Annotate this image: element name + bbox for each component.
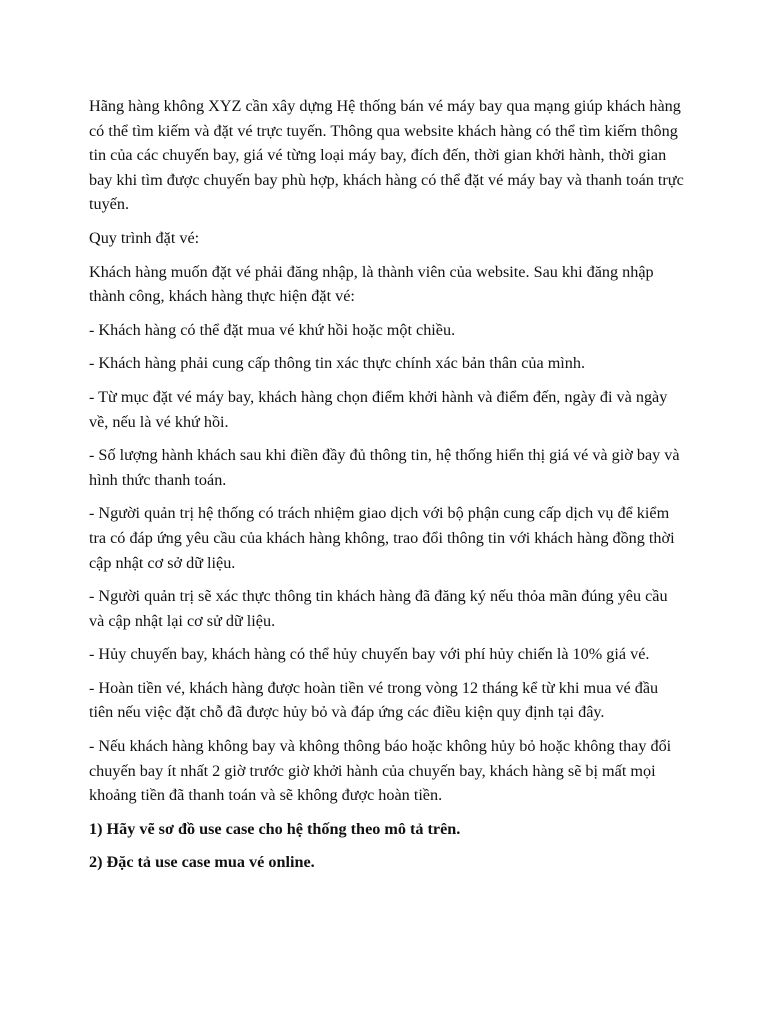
list-item-personal-info: - Khách hàng phải cung cấp thông tin xác thực chính xác bản thân của mình.: [89, 354, 586, 373]
process-heading: Quy trình đặt vé:: [89, 228, 200, 247]
list-item-cancel-flight: - Hủy chuyến bay, khách hàng có thể hủy chuyến bay với phí hủy chiến là 10% giá vé.: [89, 645, 650, 664]
list-item-select-route: - Từ mục đặt vé máy bay, khách hàng chọn điểm khởi hành và điểm đến, ngày đi và ngày về, nếu là vé khứ hồi.: [89, 387, 668, 431]
list-item-admin-verify: - Người quản trị sẽ xác thực thông tin khách hàng đã đăng ký nếu thỏa mãn đúng yêu cầu và cập nhật lại cơ sử dữ liệu.: [89, 587, 668, 630]
list-item-round-trip: - Khách hàng có thể đặt mua vé khứ hồi hoặc một chiều.: [89, 320, 456, 339]
list-item-no-show: - Nếu khách hàng không bay và không thông báo hoặc không hủy bỏ hoặc không thay đổi chuyến bay ít nhất 2 giờ trước giờ khởi hành của chuyến bay, khách hàng sẽ bị mất mọi khoảng tiền đã thanh toán và sẽ không được hoàn tiền.: [89, 737, 672, 805]
list-item-admin-transactions: - Người quản trị hệ thống có trách nhiệm giao dịch với bộ phận cung cấp dịch vụ để kiểm tra có đáp ứng yêu cầu của khách hàng không, trao đổi thông tin với khách hàng đồng thời cập nhật cơ sở dữ liệu.: [89, 504, 675, 572]
intro-paragraph: Hãng hàng không XYZ cần xây dựng Hệ thống bán vé máy bay qua mạng giúp khách hàng có thể tìm kiếm và đặt vé trực tuyến. Thông qua website khách hàng có thể tìm kiếm thông tin của các chuyến bay, giá vé từng loại máy bay, đích đến, thời gian khởi hành, thời gian bay khi tìm được chuyến bay phù hợp, khách hàng có thể đặt vé máy bay và thanh toán trực tuyến.: [89, 97, 684, 214]
question-2: 2) Đặc tả use case mua vé online.: [89, 853, 315, 872]
login-paragraph: Khách hàng muốn đặt vé phải đăng nhập, là thành viên của website. Sau khi đăng nhập thành công, khách hàng thực hiện đặt vé:: [89, 262, 654, 306]
list-item-refund: - Hoàn tiền vé, khách hàng được hoàn tiền vé trong vòng 12 tháng kể từ khi mua vé đầu tiên nếu việc đặt chỗ đã được hủy bỏ và đáp ứng các điều kiện quy định tại đây.: [89, 678, 659, 722]
list-item-passenger-count: - Số lượng hành khách sau khi điền đầy đủ thông tin, hệ thống hiển thị giá vé và giờ bay và hình thức thanh toán.: [89, 446, 680, 489]
question-1: 1) Hãy vẽ sơ đồ use case cho hệ thống theo mô tả trên.: [89, 819, 461, 838]
